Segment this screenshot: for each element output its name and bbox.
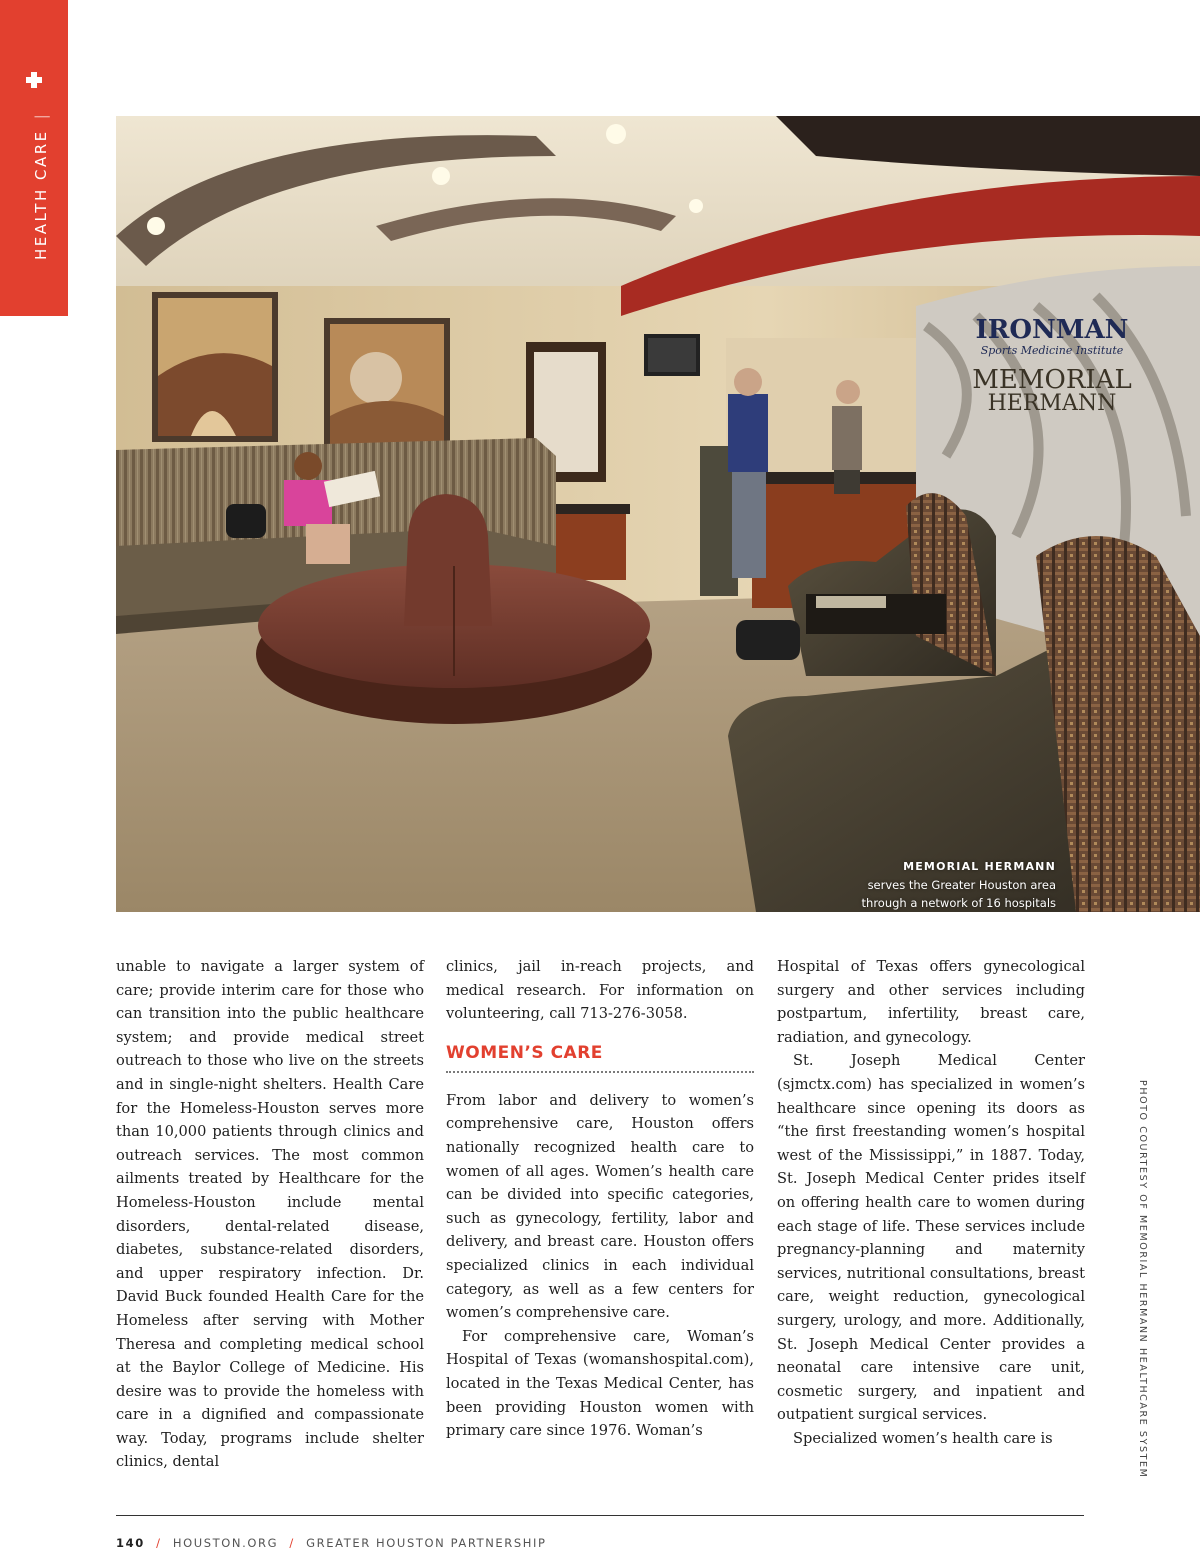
- paragraph: Hospital of Texas offers gynecological surgery and other services including postpartum, infertility, breast care, radiation, and gynecology.: [777, 958, 1085, 1046]
- sign-ironman: IRONMAN: [975, 315, 1129, 345]
- footer-rule: [116, 1515, 1084, 1516]
- paragraph: From labor and delivery to women’s comprehensive care, Houston offers nationally recognized health care to women of all ages. Women’s health care can be divided into specific categories, such as gynecology, fertility, labor and delivery, and breast care. Houston offers specialized clinics in each individual category, as well as a few centers for women’s comprehensive care.: [446, 1091, 754, 1322]
- section-tab: [0, 0, 68, 316]
- page-footer: [116, 1536, 547, 1550]
- paragraph: Specialized women’s health care is: [793, 1429, 1053, 1447]
- caption-body: serves the Greater Houston area through a network of 16 hospitals: [861, 878, 1056, 910]
- paragraph: For comprehensive care, Woman’s Hospital of Texas (womanshospital.com), located in the Texas Medical Center, has been providing Houston women with primary care since 1976. Woman’s: [446, 1327, 754, 1440]
- photo-credit: PHOTO COURTESY OF MEMORIAL HERMANN HEALTHCARE SYSTEM: [1137, 1080, 1148, 1479]
- dotted-divider: [446, 1071, 754, 1073]
- footer-slash: /: [289, 1536, 295, 1550]
- page-number: 140: [116, 1536, 145, 1550]
- medical-cross-icon: [26, 72, 42, 88]
- womens-care-heading: WOMEN’S CARE: [446, 1042, 603, 1063]
- sign-hermann: HERMANN: [987, 391, 1117, 416]
- lobby-illustration: [116, 116, 1200, 912]
- lobby-photo: [116, 116, 1200, 912]
- paragraph: clinics, jail in-reach projects, and medical research. For information on volunteering, call 713-276-3058.: [446, 958, 754, 1023]
- footer-slash: /: [156, 1536, 162, 1550]
- article-column-3: [777, 955, 1085, 1450]
- article-column-2: [446, 955, 754, 1443]
- sign-memorial: MEMORIAL: [972, 365, 1132, 395]
- caption-heading: MEMORIAL HERMANN: [903, 860, 1056, 873]
- sign-subtitle: Sports Medicine Institute: [980, 344, 1124, 357]
- paragraph: St. Joseph Medical Center (sjmctx.com) has specialized in women’s healthcare since opening its doors as “the first freestanding women’s hospital west of the Mississippi,” in 1887. Today, St. Joseph Medical Center prides itself on offering health care to women during each stage of life. These services include pregnancy-planning and maternity services, nutritional consultations, breast care, weight reduction, gynecological surgery, urology, and more. Additionally, St. Joseph Medical Center provides a neonatal care intensive care unit, cosmetic surgery, and inpatient and outpatient surgical services.: [777, 1052, 1085, 1424]
- footer-site: HOUSTON.ORG: [172, 1536, 279, 1550]
- photo-caption: [856, 858, 1056, 912]
- article-column-1: [116, 955, 424, 1474]
- footer-publisher: GREATER HOUSTON PARTNERSHIP: [306, 1536, 547, 1550]
- section-label: HEALTH CARE|: [32, 111, 50, 260]
- paragraph: unable to navigate a larger system of care; provide interim care for those who can transition into the public healthcare system; and provide medical street outreach to those who live on the streets and in single-night shelters. Health Care for the Homeless-Houston serves more than 10,000 patients through clinics and outreach services. The most common ailments treated by Healthcare for the Homeless-Houston include mental disorders, dental-related disease, diabetes, substance-related disorders, and upper respiratory infection. Dr. David Buck founded Health Care for the Homeless after serving with Mother Theresa and completing medical school at the Baylor College of Medicine. His desire was to provide the homeless with care in a dignified and compassionate way. Today, programs include shelter clinics, dental: [116, 958, 424, 1471]
